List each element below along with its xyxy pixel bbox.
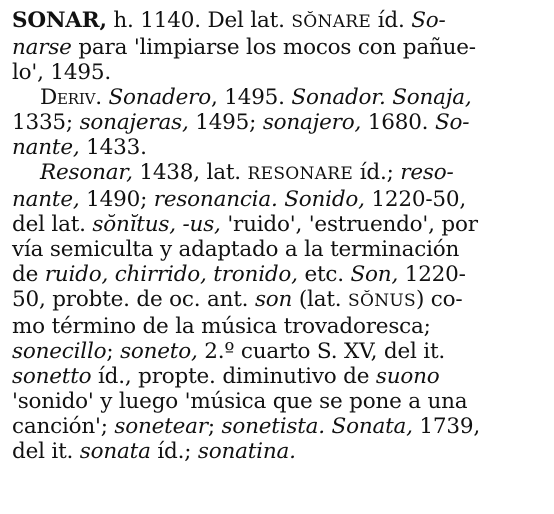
- text-segment: vía semiculta y adaptado a la terminación: [12, 237, 460, 262]
- text-segment: suono: [375, 364, 440, 389]
- text-segment: 1438, lat.: [132, 160, 248, 185]
- text-segment: sonetear: [114, 414, 208, 439]
- entry-line-15: [12, 364, 544, 389]
- text-segment: de: [12, 262, 45, 287]
- entry-line-17: [12, 414, 544, 439]
- text-segment: mo término de la música trovadoresca;: [12, 314, 431, 339]
- text-segment: íd.: [371, 8, 412, 33]
- text-segment: 1739,: [412, 414, 480, 439]
- text-segment: h. 1140. Del lat.: [106, 8, 292, 33]
- text-segment: , 1495.: [210, 85, 292, 110]
- text-segment: sonetto: [12, 364, 92, 389]
- text-segment: del lat.: [12, 212, 93, 237]
- text-segment: Resonar,: [40, 160, 133, 185]
- text-segment: íd.;: [150, 439, 198, 464]
- text-segment: RESONARE: [247, 164, 354, 184]
- text-segment: nante,: [12, 187, 80, 212]
- entry-line-14: [12, 339, 544, 364]
- text-segment: 1433.: [79, 135, 147, 160]
- text-segment: sonetista. Sonata,: [221, 414, 413, 439]
- entry-line-11: [12, 262, 544, 287]
- text-segment: 1335;: [12, 110, 80, 135]
- text-segment: reso-: [400, 160, 454, 185]
- text-segment: 50, probte. de oc. ant.: [12, 287, 255, 312]
- entry-line-7: [12, 160, 544, 187]
- text-segment: sonajero,: [262, 110, 362, 135]
- text-segment: 'sonido' y luego 'música que se pone a una: [12, 389, 468, 414]
- text-segment: son: [254, 287, 293, 312]
- text-segment: canción';: [12, 414, 115, 439]
- entry-line-18: [12, 439, 544, 464]
- text-segment: (lat.: [292, 287, 349, 312]
- text-segment: Son,: [350, 262, 399, 287]
- text-segment: 'ruido', 'estruendo', por: [220, 212, 478, 237]
- text-segment: lo', 1495.: [12, 60, 111, 85]
- text-segment: [102, 85, 109, 110]
- entry-line-13: [12, 314, 544, 339]
- text-segment: soneto,: [120, 339, 198, 364]
- text-segment: 2.º cuarto S. XV, del it.: [197, 339, 446, 364]
- text-segment: para 'limpiarse los mocos con pañue-: [71, 35, 476, 60]
- text-segment: SŎNARE: [291, 12, 372, 32]
- text-segment: 1495;: [188, 110, 263, 135]
- text-segment: sonatina.: [197, 439, 296, 464]
- text-segment: ;: [106, 339, 121, 364]
- text-segment: Deriv.: [40, 85, 102, 110]
- entry-line-9: [12, 212, 544, 237]
- text-segment: etc.: [297, 262, 351, 287]
- text-segment: 1680.: [361, 110, 435, 135]
- text-segment: So-: [411, 8, 446, 33]
- headword: SONAR,: [12, 8, 107, 33]
- text-segment: So-: [434, 110, 470, 135]
- text-segment: Sonador. Sonaja,: [291, 85, 472, 110]
- text-segment: ) co-: [415, 287, 463, 312]
- text-segment: sŏnĭtus, -us,: [92, 212, 221, 237]
- text-segment: íd., propte. diminutivo de: [91, 364, 376, 389]
- text-segment: nante,: [12, 135, 80, 160]
- entry-line-6: [12, 135, 544, 160]
- text-segment: SŎNUS: [348, 291, 416, 311]
- text-segment: del it.: [12, 439, 80, 464]
- text-segment: 1220-50,: [364, 187, 467, 212]
- text-segment: sonecillo: [12, 339, 107, 364]
- entry-line-12: [12, 287, 544, 314]
- text-segment: resonancia. Sonido,: [153, 187, 365, 212]
- text-segment: ruido, chirrido, tronido,: [44, 262, 298, 287]
- text-segment: Sonadero: [108, 85, 211, 110]
- entry-line-1: [12, 8, 544, 35]
- entry-line-16: [12, 389, 544, 414]
- text-segment: 1220-: [398, 262, 466, 287]
- text-segment: 1490;: [79, 187, 154, 212]
- text-segment: sonata: [79, 439, 151, 464]
- text-segment: íd.;: [353, 160, 401, 185]
- entry-line-3: [12, 60, 544, 85]
- entry-line-8: [12, 187, 544, 212]
- text-segment: ;: [207, 414, 222, 439]
- entry-line-10: [12, 237, 544, 262]
- text-segment: narse: [12, 35, 72, 60]
- text-segment: sonajeras,: [79, 110, 189, 135]
- entry-line-2: [12, 35, 544, 60]
- entry-line-5: [12, 110, 544, 135]
- entry-line-4: [12, 85, 544, 110]
